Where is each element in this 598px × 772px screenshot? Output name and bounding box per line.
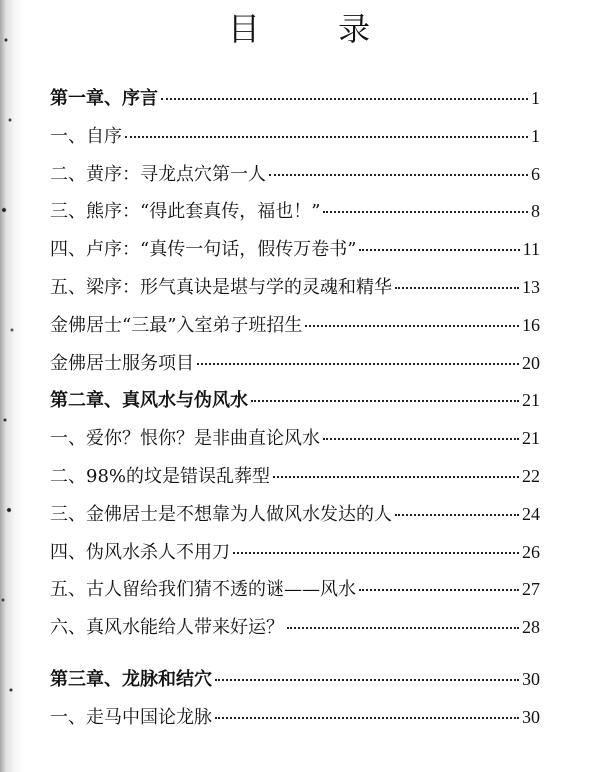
dot-leader <box>215 717 519 719</box>
toc-entry-label: 一、爱你？恨你？是非曲直论风水 <box>50 428 320 450</box>
toc-entry[interactable] <box>50 424 540 462</box>
dot-leader <box>359 249 519 251</box>
scan-edge-shadow <box>0 0 22 772</box>
toc-entry-label: 一、走马中国论龙脉 <box>50 706 212 728</box>
toc-page-number: 16 <box>522 314 540 335</box>
toc-entry[interactable] <box>50 122 540 160</box>
toc-entry[interactable] <box>50 575 540 613</box>
toc-page-number: 20 <box>522 352 540 373</box>
toc-page-number: 26 <box>522 541 540 562</box>
toc-entry[interactable] <box>50 538 540 576</box>
toc-entry-label: 二、黄序：寻龙点穴第一人 <box>50 163 266 185</box>
dot-leader <box>359 589 519 591</box>
toc-page-number: 28 <box>522 617 540 638</box>
toc-entry-label: 第三章、龙脉和结穴 <box>50 668 212 690</box>
toc-entry[interactable] <box>50 703 540 741</box>
toc-page-number: 13 <box>522 276 540 297</box>
toc-entry-label: 五、古人留给我们猜不透的谜——风水 <box>50 579 356 601</box>
toc-entry[interactable] <box>50 311 540 349</box>
toc-entry-label: 三、金佛居士是不想靠为人做风水发达的人 <box>50 503 392 525</box>
toc-chapter-2[interactable] <box>50 386 540 424</box>
dot-leader <box>395 514 519 516</box>
toc-entry-label: 五、梁序：形气真诀是堪与学的灵魂和精华 <box>50 276 392 298</box>
toc-entry-label: 四、卢序：“真传一句话，假传万卷书” <box>50 239 357 261</box>
toc-page-number: 1 <box>531 125 540 146</box>
toc-page-number: 22 <box>522 465 540 486</box>
dot-leader <box>269 174 528 176</box>
dot-leader <box>215 679 519 681</box>
toc-page-number: 8 <box>531 201 540 222</box>
toc-entry-label: 金佛居士“三最”入室弟子班招生 <box>50 314 303 336</box>
toc-entry-label: 六、真风水能给人带来好运？ <box>50 617 284 639</box>
dot-leader <box>233 552 519 554</box>
dot-leader <box>273 476 519 478</box>
toc-entry[interactable] <box>50 197 540 235</box>
toc-chapter-1[interactable] <box>50 84 540 122</box>
toc-entry-label: 第一章、序言 <box>50 88 158 109</box>
page-title: 目 录 <box>227 10 405 48</box>
toc-page-number: 30 <box>522 668 540 689</box>
toc-chapter-3[interactable] <box>50 665 540 703</box>
toc-page-number: 11 <box>522 239 540 260</box>
toc-page-number: 30 <box>522 706 540 727</box>
toc-entry-label: 四、伪风水杀人不用刀 <box>50 541 230 563</box>
dot-leader <box>287 627 519 629</box>
dot-leader <box>161 98 528 100</box>
dot-leader <box>125 136 528 138</box>
toc-page-number: 21 <box>522 428 540 449</box>
toc-entry[interactable] <box>50 235 540 273</box>
toc-entry[interactable] <box>50 500 540 538</box>
dot-leader <box>251 400 519 402</box>
toc-entry-label: 第二章、真风水与伪风水 <box>50 390 248 412</box>
toc-entry[interactable] <box>50 160 540 198</box>
toc-entry-label: 一、自序 <box>50 125 122 147</box>
dot-leader <box>197 363 519 365</box>
table-of-contents <box>50 84 540 741</box>
toc-page-number: 21 <box>522 390 540 411</box>
toc-page-number: 27 <box>522 579 540 600</box>
toc-page-number: 1 <box>531 88 540 108</box>
dot-leader <box>395 287 519 289</box>
dot-leader <box>323 211 528 213</box>
toc-entry[interactable] <box>50 462 540 500</box>
toc-entry-label: 金佛居士服务项目 <box>50 352 194 374</box>
toc-entry-label: 二、98%的坟是错误乱葬型 <box>50 465 271 487</box>
dot-leader <box>305 325 519 327</box>
toc-entry[interactable] <box>50 273 540 311</box>
dot-leader <box>323 438 519 440</box>
toc-entry-label: 三、熊序：“得此套真传，福也！” <box>50 201 321 223</box>
toc-page-number: 24 <box>522 503 540 524</box>
toc-entry[interactable] <box>50 613 540 651</box>
toc-entry[interactable] <box>50 349 540 387</box>
toc-page-number: 6 <box>531 163 540 184</box>
